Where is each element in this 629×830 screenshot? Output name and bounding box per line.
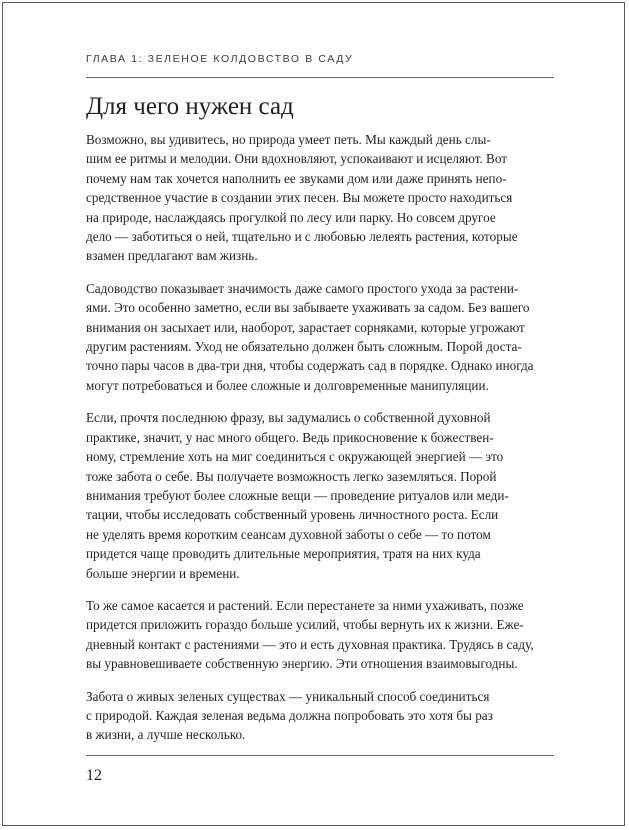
paragraph-3 [86, 408, 556, 583]
text-line: средственное участие в создании этих песен. Вы можете просто находиться [86, 190, 513, 206]
text-line: вы уравновешиваете собственную энергию. Эти отношения взаимовыгодны. [86, 656, 518, 672]
paragraph-1 [86, 130, 556, 266]
paragraph-2 [86, 279, 556, 395]
text-line: ями. Это особенно заметно, если вы забываете ухаживать за садом. Без вашего [86, 300, 530, 316]
text-line: внимания требуют более сложные вещи — проведение ритуалов или меди- [86, 487, 509, 503]
text-line: Если, прочтя последнюю фразу, вы задумались о собственной духовной [86, 410, 491, 426]
text-line: придется чаще проводить длительные мероприятия, тратя на них куда [86, 546, 481, 562]
text-line: на природе, наслаждаясь прогулкой по лесу или парку. Но совсем другое [86, 209, 496, 225]
text-line: практике, значит, у нас много общего. Ведь прикосновение к божествен- [86, 429, 494, 445]
paragraph-5 [86, 687, 556, 745]
text-line: больше энергии и времени. [86, 565, 240, 581]
text-line: тации, чтобы исследовать собственный уровень личностного роста. Если [86, 507, 499, 523]
text-line: в жизни, а лучше несколько. [86, 727, 246, 743]
page-title: Для чего нужен сад [86, 93, 294, 120]
paragraph-4 [86, 596, 556, 674]
text-line: ному, стремление хоть на миг соединиться с окружающей энергией — это [86, 449, 504, 465]
header-rule [86, 77, 554, 78]
text-line: дело — заботиться о ней, тщательно и с любовью лелеять растения, которые [86, 229, 518, 245]
text-line: точно пары часов в два-три дня, чтобы содержать сад в порядке. Однако иногда [86, 358, 534, 374]
text-line: не уделять время коротким сеансам духовной заботы о себе — то потом [86, 526, 491, 542]
text-line: другим растениям. Уход не обязательно должен быть сложным. Порой доста- [86, 339, 522, 355]
text-line: То же самое касается и растений. Если перестанете за ними ухаживать, позже [86, 597, 524, 613]
text-line: тоже забота о себе. Вы получаете возможность легко заземляться. Порой [86, 468, 497, 484]
text-line: внимания он засыхает или, наоборот, зарастает сорняками, которые угрожают [86, 319, 525, 335]
text-line: взамен предлагают вам жизнь. [86, 248, 258, 264]
text-line: дневный контакт с растениями — это и есть духовная практика. Трудясь в саду, [86, 636, 534, 652]
text-line: почему нам так хочется наполнить ее звуками дом или даже принять непо- [86, 170, 507, 186]
text-line: Забота о живых зеленых существах — уникальный способ соединиться [86, 688, 490, 704]
text-line: придется приложить гораздо больше усилий, чтобы вернуть их к жизни. Еже- [86, 617, 524, 633]
footer-rule [86, 755, 554, 756]
body-text [86, 130, 556, 758]
text-line: Возможно, вы удивитесь, но природа умеет петь. Мы каждый день слы- [86, 132, 491, 147]
text-line: могут потребоваться и более сложные и долговременные манипуляции. [86, 377, 489, 393]
text-line: с природой. Каждая зеленая ведьма должна попробовать это хотя бы раз [86, 707, 493, 723]
running-head: ГЛАВА 1: ЗЕЛЕНОЕ КОЛДОВСТВО В САДУ [86, 53, 354, 65]
text-line: Садоводство показывает значимость даже самого простого ухода за растени- [86, 280, 519, 296]
text-line: шим ее ритмы и мелодии. Они вдохновляют, успокаивают и исцеляют. Вот [86, 151, 508, 167]
page-number: 12 [86, 767, 102, 784]
